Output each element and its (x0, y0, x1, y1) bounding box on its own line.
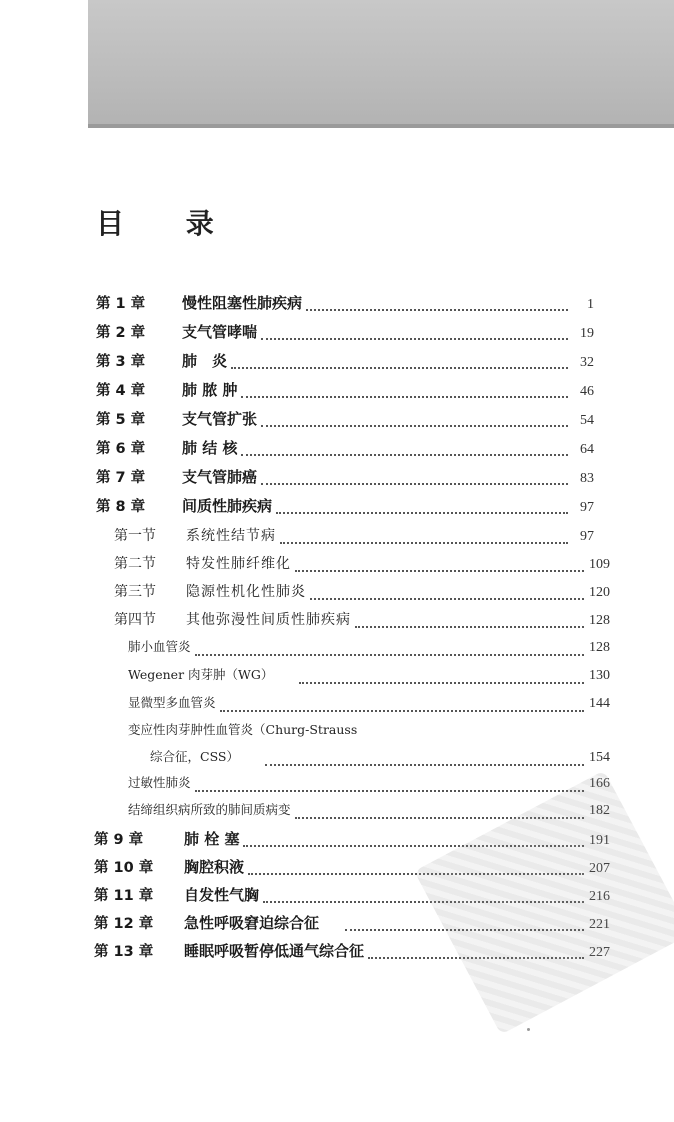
page-title: 目 录 (96, 207, 240, 240)
page-number: 97 (580, 529, 594, 544)
toc-chapter-2[interactable] (96, 321, 594, 345)
chapter-title: 睡眠呼吸暂停低通气综合征 (184, 942, 365, 960)
toc-chapter-1[interactable] (96, 292, 594, 316)
dot-leader (310, 586, 584, 600)
dot-leader (306, 297, 568, 311)
toc-section-2[interactable] (114, 553, 610, 577)
chapter-number: 第 7 章 (96, 470, 146, 486)
chapter-number: 第 6 章 (96, 441, 146, 457)
dot-leader (261, 471, 568, 485)
page-number: 128 (589, 613, 610, 628)
chapter-number: 第 1 章 (96, 296, 146, 312)
chapter-number: 第 8 章 (96, 499, 146, 515)
subsection-title: 肺小血管炎 (128, 639, 191, 654)
page-number: 144 (589, 696, 610, 711)
page-number: 83 (580, 471, 594, 486)
page-number: 182 (589, 803, 610, 818)
page-number: 216 (589, 889, 610, 904)
dot-leader (295, 558, 584, 572)
toc-section-4[interactable] (114, 609, 610, 633)
subsection-title: 结缔组织病所致的肺间质病变 (128, 802, 291, 817)
chapter-number: 第 4 章 (96, 383, 146, 399)
toc-section-3[interactable] (114, 581, 610, 605)
page-number: 128 (589, 640, 610, 655)
dot-leader (241, 442, 568, 456)
page-number: 207 (589, 861, 610, 876)
toc-chapter-4[interactable] (96, 379, 594, 403)
chapter-title: 支气管哮喘 (182, 323, 258, 341)
page-number: 54 (580, 413, 594, 428)
subsection-title: 变应性肉芽肿性血管炎（Churg-Strauss (128, 722, 358, 737)
page-number: 32 (580, 355, 594, 370)
section-title: 隐源性机化性肺炎 (186, 584, 306, 600)
subsection-title: Wegener 肉芽肿（WG） (128, 667, 274, 682)
dot-leader (195, 778, 584, 792)
dot-leader (231, 355, 568, 369)
toc-subsection-4[interactable] (128, 720, 610, 744)
subsection-title: 过敏性肺炎 (128, 775, 191, 790)
page-number: 191 (589, 833, 610, 848)
section-title: 特发性肺纤维化 (186, 556, 291, 572)
dot-leader (276, 500, 568, 514)
page-number: 120 (589, 585, 610, 600)
toc-subsection-2[interactable] (128, 665, 610, 689)
page-number: 109 (589, 557, 610, 572)
page-number: 130 (589, 668, 610, 683)
page-number: 221 (589, 917, 610, 932)
subsection-title-continuation: 综合征，CSS） (150, 749, 239, 764)
chapter-title: 支气管扩张 (182, 410, 258, 428)
section-number: 第三节 (114, 584, 156, 600)
dot-leader (299, 670, 584, 684)
toc-chapter-6[interactable] (96, 437, 594, 461)
chapter-title: 肺 栓 塞 (184, 830, 240, 848)
chapter-title: 肺 结 核 (182, 439, 238, 457)
page-number: 166 (589, 776, 610, 791)
page-number: 227 (589, 945, 610, 960)
toc-section-1[interactable] (114, 525, 594, 549)
toc-chapter-3[interactable] (96, 350, 594, 374)
section-title: 系统性结节病 (186, 528, 276, 544)
chapter-title: 慢性阻塞性肺疾病 (182, 294, 303, 312)
section-number: 第一节 (114, 528, 156, 544)
chapter-number: 第 12 章 (94, 916, 154, 932)
chapter-title: 自发性气胸 (184, 886, 260, 904)
toc-subsection-4-continuation[interactable] (150, 747, 610, 771)
toc-subsection-1[interactable] (128, 637, 610, 661)
dot-leader (220, 698, 584, 712)
header-band (88, 0, 674, 128)
page-number: 19 (580, 326, 594, 341)
chapter-number: 第 11 章 (94, 888, 154, 904)
page-number: 97 (580, 500, 594, 515)
dot-leader (265, 752, 584, 766)
section-number: 第二节 (114, 556, 156, 572)
chapter-number: 第 3 章 (96, 354, 146, 370)
chapter-number: 第 2 章 (96, 325, 146, 341)
page-number: 154 (589, 750, 610, 765)
dot-leader (241, 384, 568, 398)
chapter-title: 间质性肺疾病 (182, 497, 273, 515)
dot-leader (261, 326, 568, 340)
dot-leader (261, 413, 568, 427)
toc-chapter-8[interactable] (96, 495, 594, 519)
dot-leader (355, 614, 584, 628)
scan-speck (527, 1028, 530, 1031)
chapter-title: 急性呼吸窘迫综合征 (184, 914, 320, 932)
toc-chapter-7[interactable] (96, 466, 594, 490)
dot-leader (280, 530, 568, 544)
chapter-title: 肺 脓 肿 (182, 381, 238, 399)
page-number: 1 (587, 297, 594, 312)
chapter-number: 第 10 章 (94, 860, 154, 876)
chapter-number: 第 5 章 (96, 412, 146, 428)
section-number: 第四节 (114, 612, 156, 628)
subsection-title: 显微型多血管炎 (128, 695, 216, 710)
chapter-title: 胸腔积液 (184, 858, 245, 876)
chapter-number: 第 9 章 (94, 832, 144, 848)
section-title: 其他弥漫性间质性肺疾病 (186, 612, 351, 628)
chapter-title: 支气管肺癌 (182, 468, 258, 486)
page-number: 46 (580, 384, 594, 399)
toc-chapter-5[interactable] (96, 408, 594, 432)
toc-subsection-5[interactable] (128, 773, 610, 797)
toc-subsection-3[interactable] (128, 693, 610, 717)
dot-leader (195, 642, 584, 656)
chapter-number: 第 13 章 (94, 944, 154, 960)
chapter-title: 肺 炎 (182, 352, 228, 370)
page-number: 64 (580, 442, 594, 457)
